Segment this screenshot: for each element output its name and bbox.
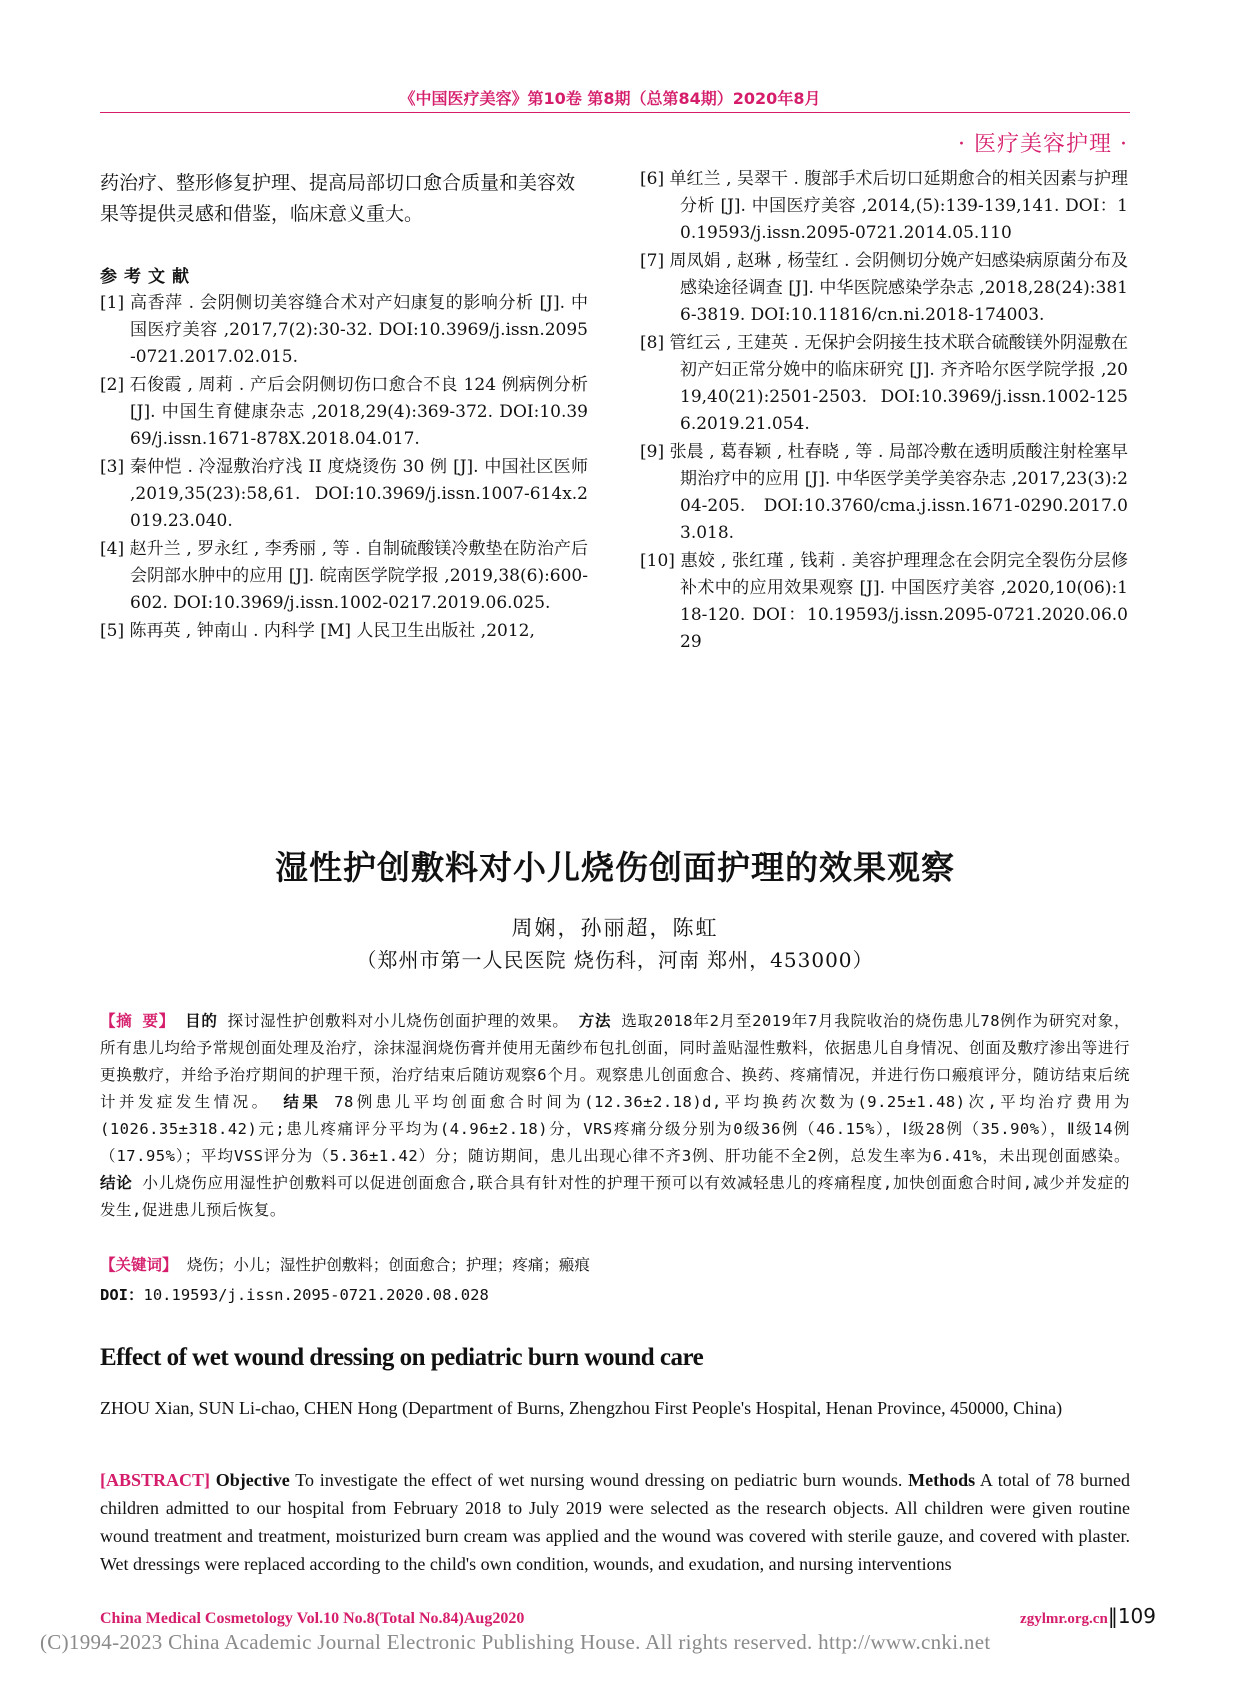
en-methods-label: Methods [908,1470,976,1490]
en-methods-text: A total of 78 burned children admitted to our hospital from February 2018 to July 2019 were selected as the research objects. All children were given routine wound treatment and treatment, moisturized burn cream was applied and the wound was covered with sterile gauze, and covered with plaster. Wet dressings were replaced according to the child's own condition, wounds, and exudation, and nursing interventions [100,1470,1130,1574]
article-authors: 周娴，孙丽超，陈虹 [511,916,719,940]
reference-item: [9] 张晨 , 葛春颖 , 杜春晓 , 等 . 局部冷敷在透明质酸注射栓塞早期治疗中的应用 [J]. 中华医学美学美容杂志 ,2017,23(3):204-205. DOI:10.3760/cma.j.issn.1671-0290.2017.03.018. [640,442,1128,543]
reference-item: [8] 管红云 , 王建英 . 无保护会阴接生技术联合硫酸镁外阴湿敷在初产妇正常分娩中的临床研究 [J]. 齐齐哈尔医学院学报 ,2019,40(21):2501-2503. DOI:10.3969/j.issn.1002-1256.2019.21.054. [640,333,1128,434]
reference-item: [2] 石俊霞 , 周莉 . 产后会阴侧切伤口愈合不良 124 例病例分析 [J]. 中国生育健康杂志 ,2018,29(4):369-372. DOI:10.3969/j.issn.1671-878X.2018.04.017. [100,375,588,449]
doi-value: 10.19593/j.issn.2095-0721.2020.08.028 [143,1286,489,1304]
article-affiliation: （郑州市第一人民医院 烧伤科，河南 郑州，453000） [356,948,874,972]
header-divider [100,112,1130,113]
reference-item: [5] 陈再英 , 钟南山 . 内科学 [M] 人民卫生出版社 ,2012, [100,621,535,641]
reference-item: [4] 赵升兰 , 罗永红 , 李秀丽 , 等 . 自制硫酸镁冷敷垫在防治产后会阴部水肿中的应用 [J]. 皖南医学院学报 ,2019,38(6):600-602. DOI:10.3969/j.issn.1002-0217.2019.06.025. [100,539,588,613]
keywords-text: 烧伤；小儿；湿性护创敷料；创面愈合；护理；疼痛；瘢痕 [186,1256,590,1274]
keywords-label: 【关键词】 [100,1256,178,1274]
english-authors: ZHOU Xian, SUN Li-chao, CHEN Hong (Department of Burns, Zhengzhou First People's Hospital, Henan Province, 450000, China) [100,1398,1063,1418]
keywords-line [100,1253,1130,1275]
footer-separator: ‖ [1107,1604,1118,1628]
objective-text: 探讨湿性护创敷料对小儿烧伤创面护理的效果。 [227,1012,569,1030]
results-text: 78例患儿平均创面愈合时间为(12.36±2.18)d,平均换药次数为(9.25±1.48)次,平均治疗费用为(1026.35±318.42)元;患儿疼痛评分平均为(4.96±2.18)分，VRS疼痛分级分别为0级36例（46.15%），Ⅰ级28例（35.90%），Ⅱ级14例（17.95%）；平均VSS评分为（5.36±1.42）分；随访期间，患儿出现心律不齐3例、肝功能不全2例，总发生率为6.41%，未出现创面感染。 [100,1093,1130,1165]
english-abstract [100,1466,1130,1578]
en-objective-label: Objective [215,1470,290,1490]
reference-item: [1] 高香萍 . 会阴侧切美容缝合术对产妇康复的影响分析 [J]. 中国医疗美容 ,2017,7(2):30-32. DOI:10.3969/j.issn.2095-0721.2017.02.015. [100,293,588,367]
en-abstract-label: [ABSTRACT] [100,1470,211,1490]
references-left-column [100,290,588,646]
article-title: 湿性护创敷料对小儿烧伤创面护理的效果观察 [275,848,955,887]
conclusion-text: 小儿烧伤应用湿性护创敷料可以促进创面愈合,联合具有针对性的护理干预可以有效减轻患儿的疼痛程度,加快创面愈合时间,减少并发症的发生,促进患儿预后恢复。 [100,1174,1130,1219]
abstract-label: 【摘 要】 [100,1012,176,1030]
footer-site: zgylmr.org.cn [1020,1611,1108,1627]
intro-text: 药治疗、整形修复护理、提高局部切口愈合质量和美容效果等提供灵感和借鉴，临床意义重大。 [100,172,576,225]
methods-text: 选取2018年2月至2019年7月我院收治的烧伤患儿78例作为研究对象，所有患儿均给予常规创面处理及治疗，涂抹湿润烧伤膏并使用无菌纱布包扎创面，同时盖贴湿性敷料，依据患儿自身情况、创面及敷疗渗出等进行更换敷疗，并给予治疗期间的护理干预，治疗结束后随访观察6个月。观察患儿创面愈合、换药、疼痛情况，并进行伤口瘢痕评分，随访结束后统计并发症发生情况。 [100,1012,1130,1111]
journal-header: 《中国医疗美容》第10卷 第8期（总第84期）2020年8月 [399,89,821,108]
english-title: Effect of wet wound dressing on pediatric burn wound care [100,1344,704,1371]
reference-item: [3] 秦仲恺 . 冷湿敷治疗浅 II 度烧烫伤 30 例 [J]. 中国社区医师 ,2019,35(23):58,61. DOI:10.3969/j.issn.1007-614x.2019.23.040. [100,457,588,531]
reference-item: [10] 惠姣 , 张红瑾 , 钱莉 . 美容护理理念在会阴完全裂伤分层修补术中的应用效果观察 [J]. 中国医疗美容 ,2020,10(06):118-120. DOI：10.19593/j.issn.2095-0721.2020.06.029 [640,551,1128,652]
chinese-abstract [100,1008,1130,1224]
objective-label: 目的 [185,1012,218,1030]
doi-line [100,1283,1130,1305]
footer-journal: China Medical Cosmetology Vol.10 No.8(Total No.84)Aug2020 [100,1610,525,1627]
reference-item: [6] 单红兰 , 吴翠干 . 腹部手术后切口延期愈合的相关因素与护理分析 [J]. 中国医疗美容 ,2014,(5):139-139,141. DOI：10.19593/j.issn.2095-0721.2014.05.110 [640,169,1128,243]
results-label: 结果 [283,1093,322,1111]
conclusion-label: 结论 [100,1174,133,1192]
methods-label: 方法 [578,1012,612,1030]
copyright-watermark: (C)1994-2023 China Academic Journal Electronic Publishing House. All rights reserved. http://www.cnki.net [40,1630,991,1654]
en-objective-text: To investigate the effect of wet nursing wound dressing on pediatric burn wounds. [295,1470,903,1490]
references-heading: 参考文献 [100,267,196,287]
references-right-column [640,166,1128,657]
section-tag: · 医疗美容护理 · [958,132,1128,157]
footer-page [1020,1604,1156,1628]
doi-label: DOI： [100,1286,144,1304]
page-number: 109 [1117,1604,1156,1628]
reference-item: [7] 周凤娟 , 赵琳 , 杨莹红 . 会阴侧切分娩产妇感染病原菌分布及感染途径调查 [J]. 中华医院感染学杂志 ,2018,28(24):3816-3819. DOI:10.11816/cn.ni.2018-174003. [640,251,1128,325]
